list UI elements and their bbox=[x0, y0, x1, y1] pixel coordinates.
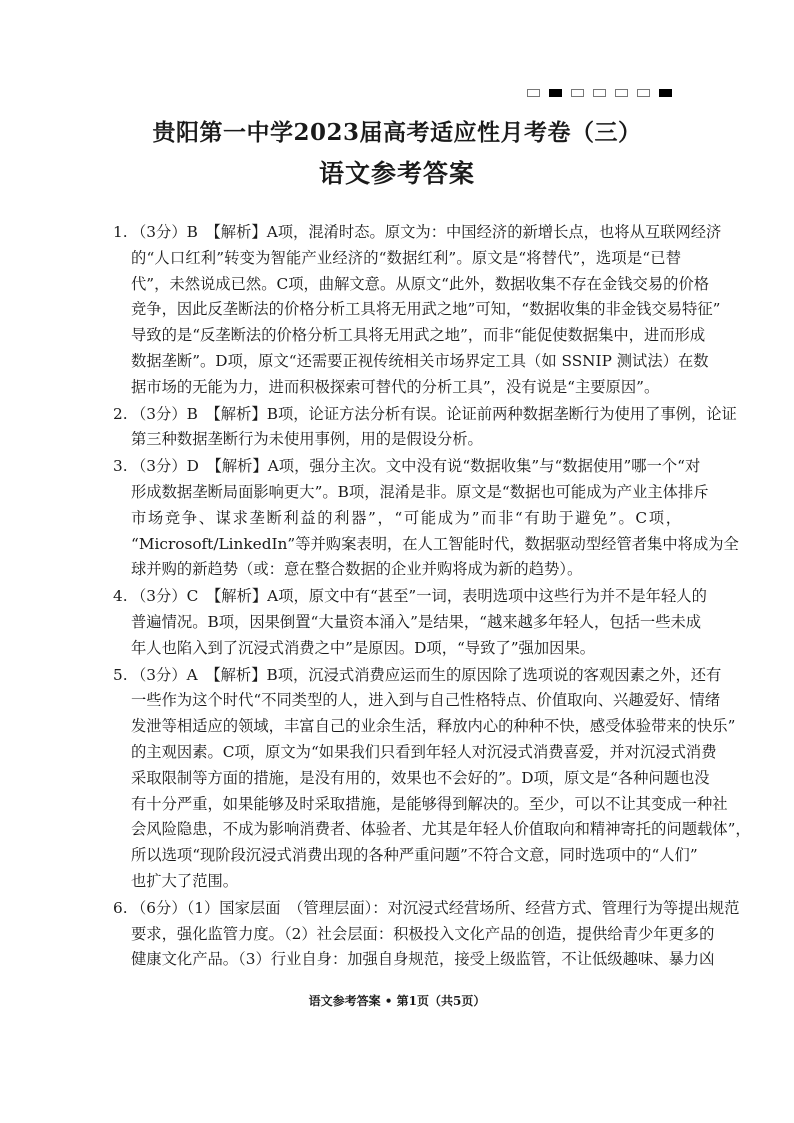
answer-text-line: （3分）D 【解析】A项，强分主次。文中没有说“数据收集”与“数据使用”哪一个“对 bbox=[131, 457, 701, 476]
answer-text-line: （3分）B 【解析】A项，混淆时态。原文为：中国经济的新增长点，也将从互联网经济 bbox=[131, 223, 722, 241]
answer-item bbox=[113, 402, 737, 454]
answer-text-line: 导致的是“反垄断法的价格分析工具将无用武之地”，而非“能促使数据集中，进而形成 bbox=[131, 326, 706, 345]
answer-text-line: 发泄等相适应的领域，丰富自己的业余生活，释放内心的种种不快，感受体验带来的快乐” bbox=[131, 717, 736, 736]
answer-text-line: （3分）A 【解析】B项，沉浸式消费应运而生的原因除了选项说的客观因素之外，还有 bbox=[131, 665, 722, 684]
empty-square-mark bbox=[637, 89, 650, 97]
answer-list bbox=[113, 220, 751, 974]
empty-square-mark bbox=[615, 89, 628, 97]
answer-text-line: 球并购的新趋势（或：意在整合数据的企业并购将成为新的趋势）。 bbox=[131, 560, 583, 579]
answer-item bbox=[113, 220, 722, 401]
answer-text-line: 的主观因素。C项，原文为“如果我们只看到年轻人对沉浸式消费喜爱，并对沉浸式消费 bbox=[131, 742, 717, 761]
answer-text-line: 普遍情况。B项，因果倒置“大量资本涌入”是结果，“越来越多年轻人，包括一些未成 bbox=[131, 612, 702, 631]
answer-number: 3. bbox=[113, 457, 128, 476]
answer-text-line: 第三种数据垄断行为未使用事例，用的是假设分析。 bbox=[131, 430, 483, 449]
empty-square-mark bbox=[593, 89, 606, 97]
answer-item bbox=[113, 454, 739, 583]
answer-number: 6. bbox=[113, 898, 128, 917]
exam-title: 贵阳第一中学2023届高考适应性月考卷（三） bbox=[152, 119, 642, 146]
answer-number: 2. bbox=[113, 404, 128, 423]
empty-square-mark bbox=[527, 89, 540, 97]
answer-text-line: 数据垄断”。D项，原文“还需要正视传统相关市场界定工具（如 SSNIP 测试法）在数 bbox=[131, 351, 709, 370]
filled-square-mark bbox=[659, 89, 672, 97]
empty-square-mark bbox=[571, 89, 584, 97]
answer-text-line: 年人也陷入到了沉浸式消费之中”是原因。D项，“导致了”强加因果。 bbox=[131, 638, 596, 657]
answer-text-line: （3分）B 【解析】B项，论证方法分析有误。论证前两种数据垄断行为使用了事例，论证 bbox=[131, 404, 737, 423]
document-subtitle: 语文参考答案 bbox=[318, 159, 475, 188]
answer-text-line: （6分）（1）国家层面 （管理层面）：对沉浸式经营场所、经营方式、管理行为等提出规范 bbox=[131, 898, 740, 917]
filled-square-mark bbox=[549, 89, 562, 97]
answer-text-line: 会风险隐患，不成为影响消费者、体验者、尤其是年轻人价值取向和精神寄托的问题载体”， bbox=[131, 820, 751, 839]
answer-text-line: 要求，强化监管力度。（2）社会层面：积极投入文化产品的创造，提供给青少年更多的 bbox=[131, 924, 715, 943]
answer-item bbox=[113, 584, 707, 661]
answer-text-line: “Microsoft/LinkedIn”等并购案表明，在人工智能时代，数据驱动型经管者集中将成为全 bbox=[131, 534, 739, 553]
answer-text-line: 形成数据垄断局面影响更大”。B项，混淆是非。原文是“数据也可能成为产业主体排斥 bbox=[131, 482, 709, 501]
answer-item bbox=[113, 896, 740, 973]
answer-number: 4. bbox=[113, 587, 128, 606]
answer-text-line: 也扩大了范围。 bbox=[131, 871, 239, 890]
answer-text-line: 所以选项“现阶段沉浸式消费出现的各种严重问题”不符合文意，同时选项中的“人们” bbox=[131, 846, 698, 865]
answer-item bbox=[113, 663, 751, 895]
answer-text-line: 市场竞争、谋求垄断利益的利器”，“可能成为”而非“有助于避免”。C项， bbox=[131, 508, 681, 527]
answer-text-line: 的“人口红利”转变为智能产业经济的“数据红利”。原文是“将替代”，选项是“已替 bbox=[131, 248, 681, 267]
answer-text-line: 据市场的无能为力，进而积极探索可替代的分析工具”，没有说是“主要原因”。 bbox=[131, 377, 660, 396]
answer-text-line: 一些作为这个时代“不同类型的人，进入到与自己性格特点、价值取向、兴趣爱好、情绪 bbox=[131, 691, 721, 710]
answer-number: 5. bbox=[113, 665, 128, 684]
answer-text-line: 采取限制等方面的措施，是没有用的，效果也不会好的”。D项，原文是“各种问题也没 bbox=[131, 768, 710, 787]
answer-text-line: 健康文化产品。（3）行业自身：加强自身规范，接受上级监管，不让低级趣味、暴力凶 bbox=[131, 950, 715, 969]
answer-text-line: 竞争，因此反垄断法的价格分析工具将无用武之地”可知，“数据收集的非金钱交易特征” bbox=[131, 300, 721, 319]
answer-number: 1. bbox=[113, 223, 128, 241]
page-footer: 语文参考答案 • 第1页（共5页） bbox=[308, 994, 486, 1008]
answer-text-line: 有十分严重，如果能够及时采取措施，是能够得到解决的。至少，可以不让其变成一种社 bbox=[131, 794, 728, 813]
answer-text-line: （3分）C 【解析】A项，原文中有“甚至”一词，表明选项中这些行为并不是年轻人的 bbox=[131, 587, 707, 606]
header-marks bbox=[527, 89, 672, 97]
answer-text-line: 代”，未然说成已然。C项，曲解文意。从原文“此外，数据收集不存在金钱交易的价格 bbox=[131, 274, 710, 293]
